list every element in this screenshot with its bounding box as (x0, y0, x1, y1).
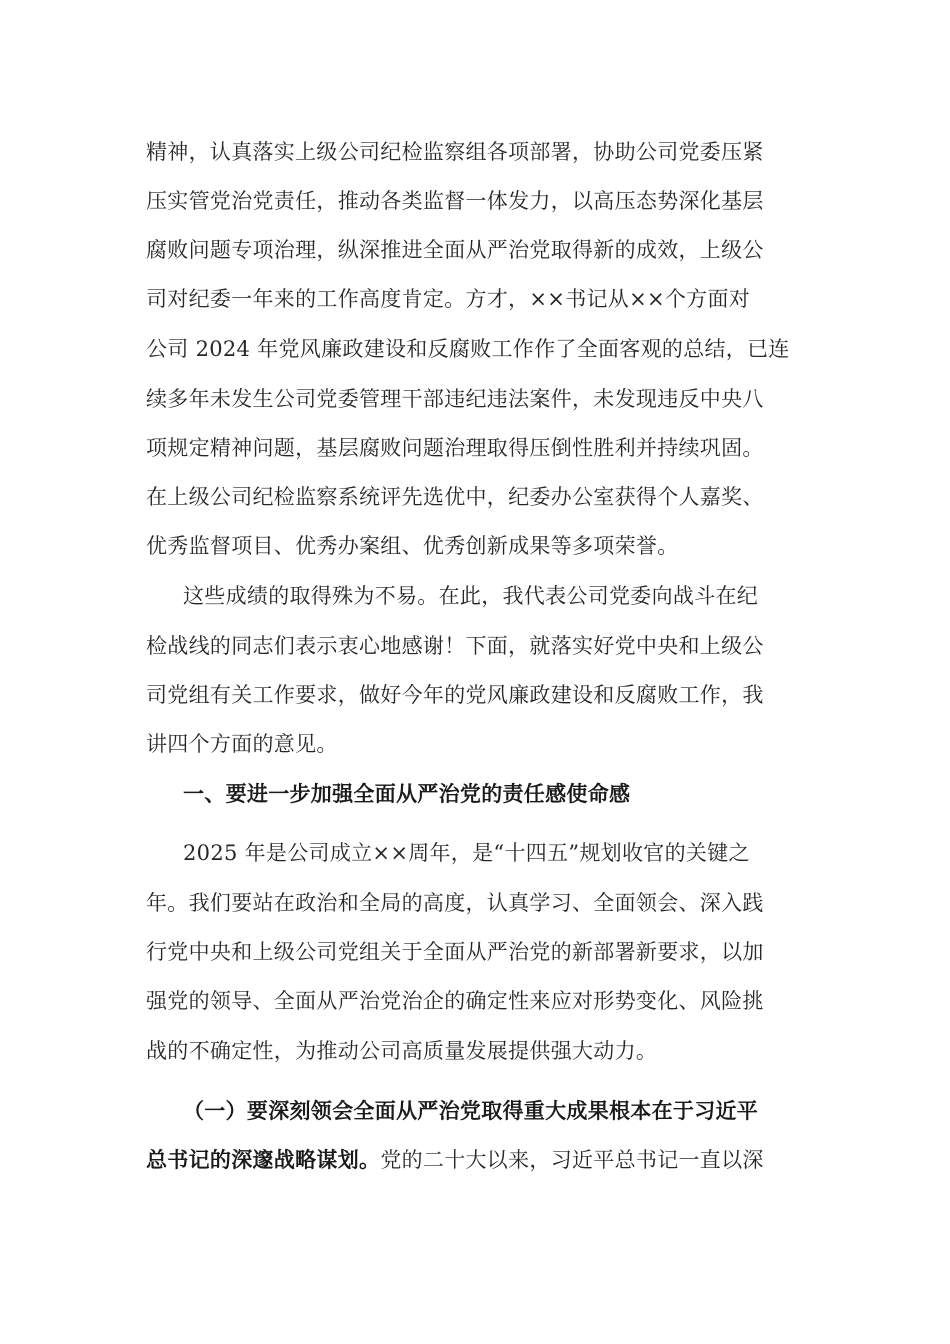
paragraph-line: 行党中央和上级公司党组关于全面从严治党的新部署新要求，以加 (146, 940, 764, 964)
paragraph-line: 司党组有关工作要求，做好今年的党风廉政建设和反腐败工作，我 (146, 683, 764, 707)
paragraph-line: 检战线的同志们表示衷心地感谢！下面，就落实好党中央和上级公 (146, 634, 764, 658)
paragraph-line: 精神，认真落实上级公司纪检监察组各项部署，协助公司党委压紧 (146, 140, 764, 164)
paragraph-line: 项规定精神问题，基层腐败问题治理取得压倒性胜利并持续巩固。 (146, 436, 764, 460)
paragraph-line: 强党的领导、全面从严治党治企的确定性来应对形势变化、风险挑 (146, 989, 764, 1013)
paragraph-line: 战的不确定性，为推动公司高质量发展提供强大动力。 (146, 1039, 658, 1063)
section-heading: 一、要进一步加强全面从严治党的责任感使命感 (183, 782, 631, 806)
paragraph-line: 年。我们要站在政治和全局的高度，认真学习、全面领会、深入践 (146, 891, 764, 915)
paragraph-line: 2025 年是公司成立××周年，是“十四五”规划收官的关键之 (183, 841, 750, 865)
paragraph-line: 续多年未发生公司党委管理干部违纪违法案件，未发现违反中央八 (146, 387, 764, 411)
paragraph-line: 讲四个方面的意见。 (146, 732, 338, 756)
subsection-heading-end: 总书记的深邃战略谋划。 (146, 1148, 381, 1172)
subsection-heading: （一）要深刻领会全面从严治党取得重大成果根本在于习近平 (183, 1099, 759, 1123)
paragraph-line: 压实管党治党责任，推动各类监督一体发力，以高压态势深化基层 (146, 189, 764, 213)
paragraph-line: 司对纪委一年来的工作高度肯定。方才，××书记从××个方面对 (146, 287, 751, 311)
paragraph-line: 腐败问题专项治理，纵深推进全面从严治党取得新的成效，上级公 (146, 238, 764, 262)
paragraph-text: 党的二十大以来，习近平总书记一直以深 (380, 1148, 764, 1172)
paragraph-line: 优秀监督项目、优秀办案组、优秀创新成果等多项荣誉。 (146, 534, 679, 558)
paragraph-line: 这些成绩的取得殊为不易。在此，我代表公司党委向战斗在纪 (183, 584, 759, 608)
paragraph-line: 公司 2024 年党风廉政建设和反腐败工作作了全面客观的总结，已连 (146, 337, 790, 361)
paragraph-line: 在上级公司纪检监察系统评先选优中，纪委办公室获得个人嘉奖、 (146, 485, 764, 509)
paragraph-line (146, 1145, 806, 1175)
